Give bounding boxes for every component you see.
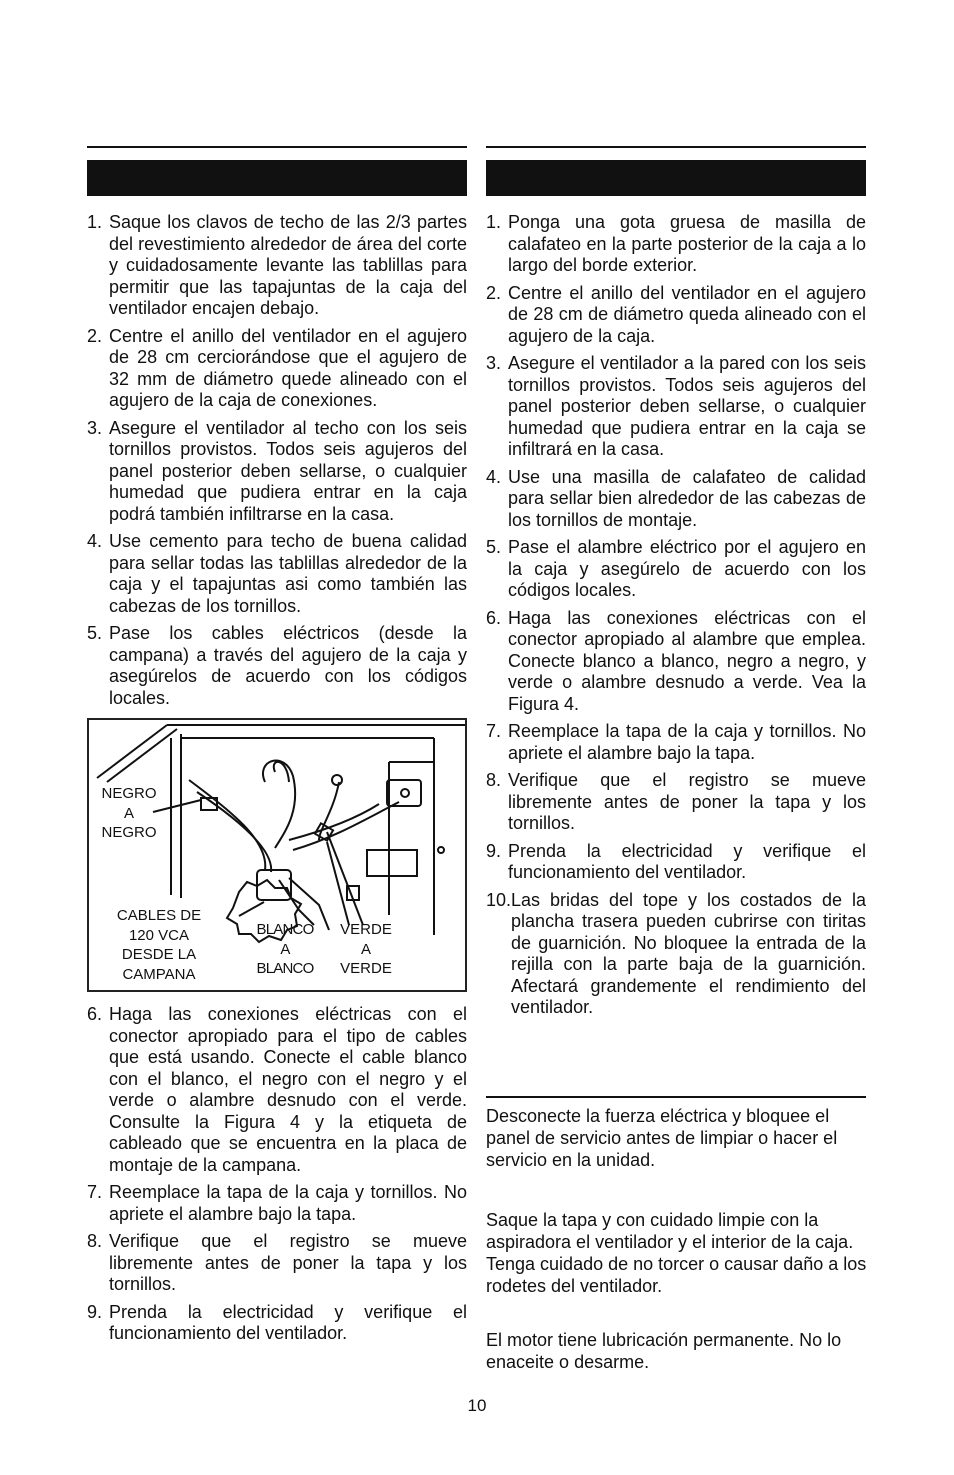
label-cables-120vca: CABLES DE 120 VCA DESDE LA CAMPANA <box>116 907 202 983</box>
roof-install-steps-continued <box>87 1004 467 1345</box>
list-item <box>87 418 467 526</box>
step-number: 1. <box>87 212 103 232</box>
top-rule-right <box>486 146 866 148</box>
list-item <box>87 1004 467 1176</box>
lubrication-paragraph: El motor tiene lubricación permanente. No lo enaceite o desarme. <box>486 1330 842 1372</box>
step-text: Reemplace la tapa de la caja y tornillos. No apriete el alambre bajo la tapa. <box>508 721 866 763</box>
step-number: 4. <box>486 466 502 487</box>
wiring-figure <box>87 718 467 992</box>
step-text: Prenda la electricidad y verifique el funcionamiento del ventilador. <box>109 1301 467 1343</box>
step-number: 9. <box>87 1301 103 1322</box>
step-text: Verifique que el registro se mueve libremente antes de poner la tapa y los tornillos. <box>508 770 866 833</box>
step-text: Las bridas del tope y los costados de la plancha trasera pueden cubrirse con tiritas de guarnición. No bloquee la entrada de la rejilla con la parte baja de la guarnición. Afectará grandemente el rendimiento del ventilador. <box>511 889 866 1017</box>
step-text: Haga las conexiones eléctricas con el conector apropiado al alambre que emplea. Conecte blanco a blanco, negro a negro, y verde o alambre desnudo a verde. Vea la Figura 4. <box>508 607 866 714</box>
list-item <box>486 283 866 348</box>
step-number: 2. <box>486 282 502 303</box>
step-number: 9. <box>486 840 502 861</box>
list-item <box>87 531 467 617</box>
label-negro-a-negro: NEGRO A NEGRO <box>101 785 157 841</box>
maintenance-rule <box>486 1096 866 1098</box>
step-number: 5. <box>87 623 103 643</box>
step-text: Asegure el ventilador a la pared con los seis tornillos provistos. Todos seis agujeros del panel posterior deben sellarse, o cualquier humedad que pudiera entrar en la caja se infiltrará en la casa. <box>508 353 866 459</box>
step-text: Ponga una gota gruesa de masilla de calafateo en la parte posterior de la caja a lo largo del borde exterior. <box>508 212 866 275</box>
maintenance-warning: Desconecte la fuerza eléctrica y bloquee el panel de servicio antes de limpiar o hacer el servicio en la unidad. <box>486 1106 838 1170</box>
step-number: 8. <box>486 770 502 790</box>
list-item <box>87 1231 467 1296</box>
list-item <box>486 721 866 764</box>
right-column <box>486 146 866 1025</box>
step-number: 10. <box>486 889 512 910</box>
label-blanco-a-blanco: BLANCO A BLANCO <box>256 921 314 977</box>
step-number: 7. <box>87 1182 103 1202</box>
step-number: 4. <box>87 531 103 551</box>
step-text: Haga las conexiones eléctricas con el conector apropiado para el tipo de cables que está usando. Conecte el cable blanco con el blanco, el negro con el negro y el verde o alambre desnudo con el verde. Consulte la Figura 4 y la etiqueta de cableado que se encuentra en la placa de montaje de la campana. <box>109 1004 467 1175</box>
step-text: Saque los clavos de techo de las 2/3 partes del revestimiento alrededor de área del corte y cuidadosamente levante las tablillas para permitir que las tapajuntas de la caja del ventilador encajen debajo. <box>109 212 467 318</box>
cleaning-paragraph: Saque la tapa y con cuidado limpie con la aspiradora el ventilador y el interior de la caja. Tenga cuidado de no torcer o causar daño a los rodetes del ventilador. <box>486 1210 867 1296</box>
step-text: Centre el anillo del ventilador en el agujero de 28 cm de diámetro queda alineado con el agujero de la caja. <box>508 282 866 346</box>
step-number: 6. <box>87 1004 103 1024</box>
list-item <box>486 467 866 532</box>
roof-install-steps <box>87 212 467 709</box>
page-number: 10 <box>467 1396 487 1415</box>
list-item <box>486 353 866 461</box>
step-text: Pase los cables eléctricos (desde la campana) a través del agujero de la caja y asegúrelos de acuerdo con los códigos locales. <box>109 623 467 708</box>
step-text: Reemplace la tapa de la caja y tornillos. No apriete el alambre bajo la tapa. <box>109 1182 467 1224</box>
step-number: 8. <box>87 1231 103 1251</box>
step-text: Use cemento para techo de buena calidad para sellar todas las tablillas alrededor de la caja y el tapajuntas asi como también las cabezas de los tornillos. <box>109 531 467 616</box>
step-number: 5. <box>486 537 502 557</box>
list-item <box>486 841 866 884</box>
section-header-bar-right <box>486 160 866 196</box>
list-item <box>87 623 467 709</box>
step-text: Verifique que el registro se mueve libremente antes de poner la tapa y los tornillos. <box>109 1231 467 1294</box>
label-verde-a-verde: VERDE A VERDE <box>340 921 392 977</box>
step-text: Use una masilla de calafateo de calidad para sellar bien alrededor de las cabezas de los tornillos de montaje. <box>508 466 866 530</box>
wall-install-steps <box>486 212 866 1019</box>
section-header-bar-left <box>87 160 467 196</box>
top-rule-left <box>87 146 467 148</box>
step-text: Asegure el ventilador al techo con los seis tornillos provistos. Todos seis agujeros del panel posterior deben sellarse, o cualquier humedad que pudiera entrar en la caja podrá también infiltrarse en la casa. <box>109 417 467 524</box>
step-number: 1. <box>486 212 502 232</box>
step-number: 7. <box>486 721 502 741</box>
list-item <box>486 212 866 277</box>
list-item <box>486 537 866 602</box>
list-item <box>87 212 467 320</box>
step-text: Pase el alambre eléctrico por el agujero en la caja y asegúrelo de acuerdo con los códigos locales. <box>508 537 866 600</box>
step-number: 3. <box>486 353 502 373</box>
step-number: 2. <box>87 325 103 346</box>
step-number: 6. <box>486 607 502 628</box>
list-item <box>486 770 866 835</box>
list-item <box>87 326 467 412</box>
step-number: 3. <box>87 417 103 438</box>
list-item <box>486 890 866 1019</box>
list-item <box>486 608 866 716</box>
list-item <box>87 1182 467 1225</box>
step-text: Prenda la electricidad y verifique el funcionamiento del ventilador. <box>508 840 866 882</box>
list-item <box>87 1302 467 1345</box>
step-text: Centre el anillo del ventilador en el agujero de 28 cm cerciorándose que el agujero de 32 mm de diámetro quede alineado con el agujero de la caja de conexiones. <box>109 325 467 410</box>
left-column <box>87 146 467 1351</box>
